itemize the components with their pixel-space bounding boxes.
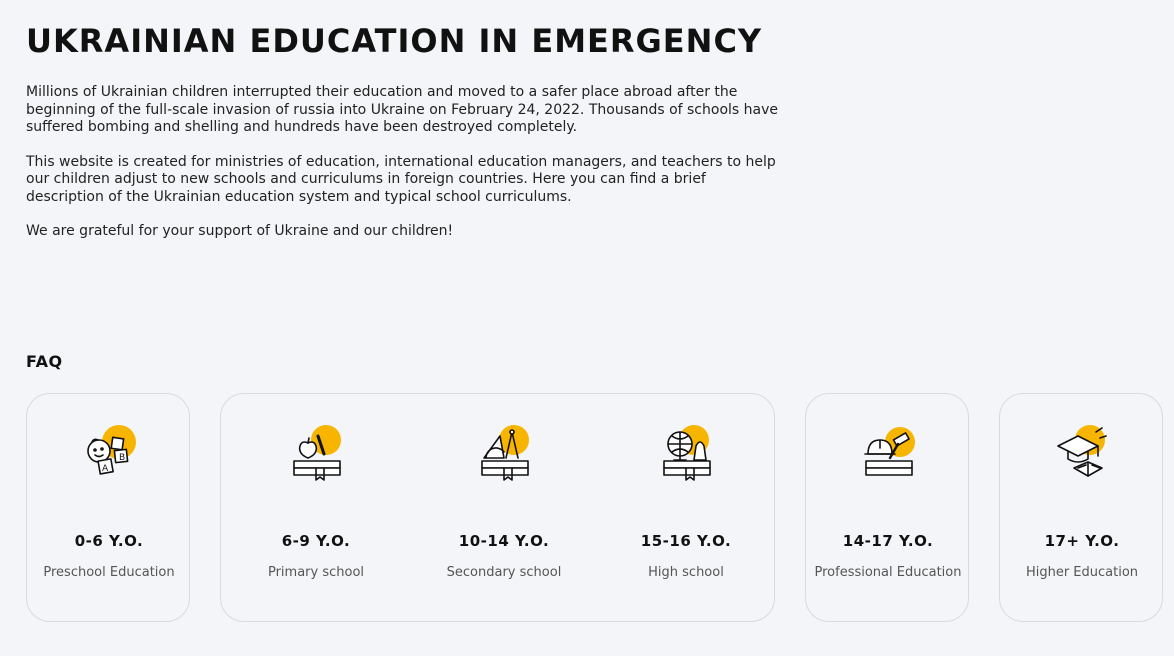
- stage-label: Primary school: [267, 565, 365, 580]
- stage-primary[interactable]: [234, 394, 398, 623]
- stage-label: Higher Education: [1025, 565, 1139, 580]
- stage-professional[interactable]: [806, 394, 970, 623]
- geometry-books-icon: [474, 424, 534, 484]
- stage-age: 15-16 Y.O.: [640, 532, 732, 550]
- stage-label: Secondary school: [446, 565, 562, 580]
- stage-label: Professional Education: [814, 565, 962, 580]
- faq-heading: FAQ: [26, 352, 63, 371]
- intro-text: [26, 84, 786, 258]
- apple-books-icon: [286, 424, 346, 484]
- stage-age: 14-17 Y.O.: [842, 532, 934, 550]
- baby-blocks-icon: [79, 424, 139, 484]
- stage-higher[interactable]: [1000, 394, 1164, 623]
- stage-age: 0-6 Y.O.: [74, 532, 144, 550]
- intro-paragraph: This website is created for ministries of education, international education managers, and teachers to help our children adjust to new schools and curriculums in foreign countries. Here you can find a brief description of the Ukrainian education system and typical school curriculums.: [26, 153, 776, 205]
- stage-age: 10-14 Y.O.: [458, 532, 550, 550]
- svg-text:B: B: [119, 453, 126, 463]
- graduation-cap-icon: [1052, 424, 1112, 484]
- faq-card-school[interactable]: [220, 393, 775, 622]
- stage-label: Preschool Education: [43, 565, 175, 580]
- stage-label: High school: [648, 565, 724, 580]
- page-title: UKRAINIAN EDUCATION IN EMERGENCY: [26, 22, 763, 60]
- stage-age: 17+ Y.O.: [1044, 532, 1120, 550]
- hardhat-tools-icon: [858, 424, 918, 484]
- svg-text:A: A: [102, 464, 109, 474]
- globe-books-icon: [656, 424, 716, 484]
- intro-paragraph: We are grateful for your support of Ukraine and our children!: [26, 223, 454, 239]
- faq-card-preschool[interactable]: [26, 393, 190, 622]
- faq-card-higher[interactable]: [999, 393, 1163, 622]
- stage-secondary[interactable]: [422, 394, 586, 623]
- stage-high[interactable]: [604, 394, 768, 623]
- stage-preschool[interactable]: [27, 394, 191, 623]
- stage-age: 6-9 Y.O.: [281, 532, 351, 550]
- faq-card-professional[interactable]: [805, 393, 969, 622]
- intro-paragraph: Millions of Ukrainian children interrupted their education and moved to a safer place abroad after the beginning of the full-scale invasion of russia into Ukraine on February 24, 2022. Thousands of schools have suffered bombing and shelling and hundreds have been destroyed completely.: [26, 84, 778, 135]
